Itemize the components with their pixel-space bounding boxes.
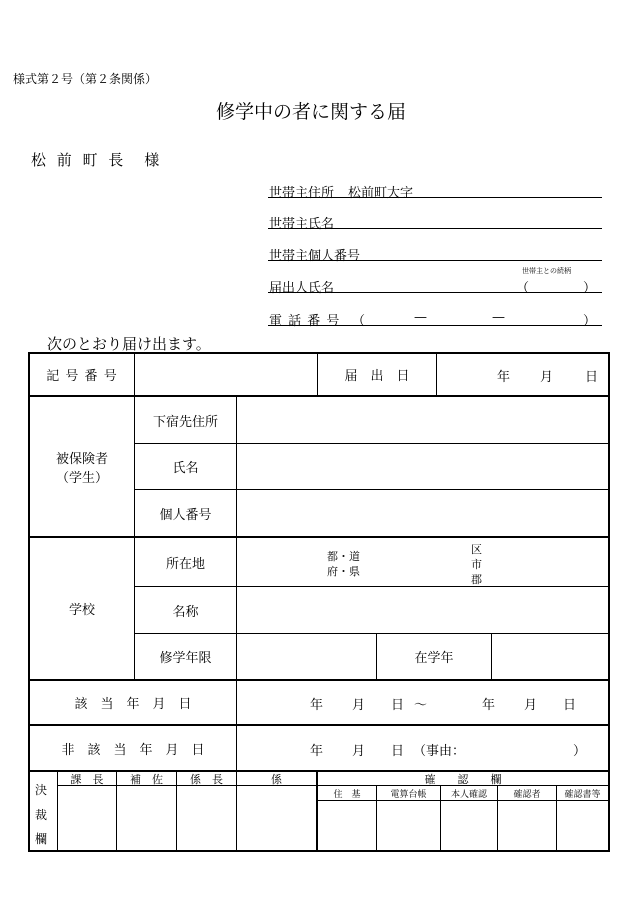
not-applicable-date-label: 非 該 当 年 月 日 (61, 742, 205, 758)
applicable-day: 日 (391, 698, 405, 713)
address-line[interactable] (268, 197, 602, 198)
approval-header-section-chief: 課 長 (70, 772, 104, 786)
applicable-end-day: 日 (563, 698, 577, 713)
head-number-line[interactable] (268, 260, 602, 261)
stamp-assistant[interactable] (117, 786, 176, 850)
confirm-item-resident: 住 基 (333, 789, 361, 800)
phone-dash-2: — (492, 310, 505, 325)
form-number: 様式第２号（第２条関係） (13, 72, 158, 86)
confirm-item-checker: 確認者 (513, 789, 541, 800)
stamp-section-chief[interactable] (58, 786, 116, 850)
applicable-year: 年 (310, 698, 324, 713)
applicable-date-field[interactable] (237, 681, 608, 724)
location-field[interactable] (237, 538, 608, 586)
prefecture-to-do: 都・道 (327, 550, 360, 563)
reason-close: ） (573, 744, 587, 759)
approval-label-char-3: 欄 (35, 832, 48, 846)
filing-day: 日 (585, 370, 599, 385)
filing-date-label: 届 出 日 (344, 369, 410, 384)
phone-label: 電 話 番 号 (269, 314, 341, 329)
record-number-field[interactable] (135, 354, 317, 395)
record-number-label: 記 号 番 号 (46, 369, 118, 384)
range-tilde: 〜 (414, 698, 428, 713)
study-period-label: 修学年限 (159, 651, 212, 666)
relation-caption: 世帯主との続柄 (522, 267, 571, 275)
grade-label: 在学年 (414, 651, 454, 666)
confirm-header: 確 認 欄 (424, 772, 502, 786)
school-label: 学校 (68, 603, 95, 618)
phone-line[interactable] (268, 325, 602, 326)
approval-header-staff: 係 (271, 772, 282, 786)
confirm-item-identity: 本人確認 (450, 789, 487, 800)
name-field[interactable] (237, 444, 608, 489)
filing-year: 年 (497, 370, 511, 385)
approval-label-char-1: 決 (35, 783, 48, 797)
head-name-line[interactable] (268, 228, 602, 229)
not-applicable-year: 年 (310, 744, 324, 759)
applicable-date-label: 該 当 年 月 日 (74, 697, 192, 712)
reason-label: （事由： (413, 744, 466, 759)
applicable-end-month: 月 (524, 698, 538, 713)
filer-label: 届出人氏名 (269, 281, 335, 296)
approval-label-char-2: 裁 (35, 808, 48, 822)
filing-month: 月 (540, 370, 554, 385)
intro-text: 次のとおり届け出ます。 (47, 335, 211, 353)
lodging-address-field[interactable] (237, 397, 608, 443)
head-number-label: 世帯主個人番号 (269, 249, 361, 264)
applicable-end-year: 年 (482, 698, 496, 713)
not-applicable-day: 日 (391, 744, 405, 759)
address-value: 松前町大字 (348, 186, 414, 201)
ward-char: 区 (471, 543, 482, 556)
relation-paren-open: （ (516, 281, 530, 296)
approval-header-assistant: 補 佐 (130, 772, 163, 786)
insured-title: 被保険者 (55, 451, 108, 467)
school-name-field[interactable] (237, 587, 608, 633)
stamp-chief[interactable] (177, 786, 236, 850)
confirm-item-documents: 確認書等 (564, 789, 601, 800)
addressee: 松 前 町 長 様 (31, 151, 163, 169)
grade-field[interactable] (492, 634, 608, 679)
relation-paren-close: ） (583, 281, 597, 296)
lodging-address-label: 下宿先住所 (152, 414, 218, 430)
head-name-label: 世帯主氏名 (269, 217, 335, 232)
approval-header-chief: 係 長 (190, 772, 223, 786)
address-label: 世帯主住所 (269, 186, 335, 201)
confirm-item-ledger: 電算台帳 (390, 789, 427, 800)
study-period-field[interactable] (237, 634, 376, 679)
insured-subtitle: （学生） (55, 470, 108, 486)
phone-dash-1: — (414, 310, 427, 325)
filing-date-field[interactable] (437, 354, 608, 395)
form-title: 修学中の者に関する届 (216, 101, 407, 123)
stamp-staff[interactable] (237, 786, 316, 850)
school-name-label: 名称 (172, 604, 199, 620)
county-char: 郡 (471, 573, 482, 586)
filer-line[interactable] (268, 292, 602, 293)
not-applicable-date-field[interactable] (237, 726, 608, 770)
location-label: 所在地 (165, 556, 205, 572)
personal-number-field[interactable] (237, 490, 608, 536)
prefecture-fu-ken: 府・県 (327, 565, 360, 578)
personal-number-label: 個人番号 (159, 507, 212, 523)
applicable-month: 月 (352, 698, 366, 713)
phone-paren-close: ） (583, 314, 597, 329)
not-applicable-month: 月 (352, 744, 366, 759)
city-char: 市 (471, 558, 482, 571)
name-label: 氏名 (172, 461, 199, 476)
insured-label (30, 397, 134, 536)
phone-paren-open: （ (352, 314, 366, 329)
